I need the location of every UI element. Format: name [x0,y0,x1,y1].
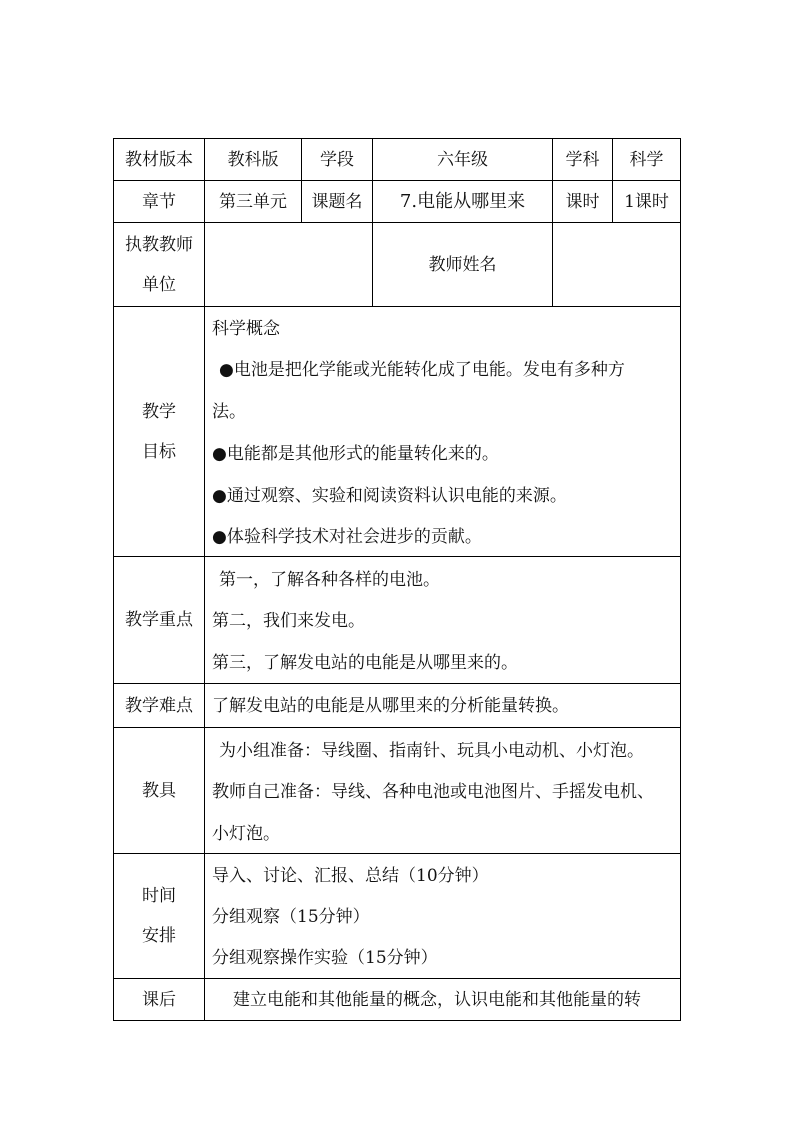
subject-label-cell [552,138,613,181]
stage-label-cell [301,138,373,181]
tools-line: 教师自己准备：导线、各种电池或电池图片、手摇发电机、 [212,782,654,802]
school-label-line2: 单位 [142,274,176,295]
grade-value: 六年级 [437,149,488,170]
topic-label-cell [301,180,373,223]
topic-value-cell [372,180,553,223]
after-class-content-cell [204,978,681,1021]
objective-item: ●体验科学技术对社会进步的贡献。 [212,527,482,547]
objectives-content-cell [204,306,681,557]
objective-item: ●通过观察、实验和阅读资料认识电能的来源。 [212,486,567,506]
after-class-label-cell [113,978,205,1021]
schedule-label-line1: 时间 [142,886,176,906]
after-class-label: 课后 [142,989,176,1010]
period-label-cell [552,180,613,223]
subject-value: 科学 [629,149,664,170]
edition-value-cell [204,138,302,181]
after-class-text: 建立电能和其他能量的概念，认识电能和其他能量的转 [233,990,641,1010]
subject-label: 学科 [565,149,600,170]
unit-value: 第三单元 [219,191,287,212]
key-points-label: 教学重点 [125,610,193,630]
edition-label-cell [113,138,205,181]
schedule-item: 分组观察（15分钟） [212,907,370,927]
objective-item: ●电能都是其他形式的能量转化来的。 [212,444,499,464]
difficulty-content-cell [204,683,681,728]
edition-label: 教材版本 [125,149,193,170]
chapter-label-cell [113,180,205,223]
schedule-label-line2: 安排 [142,926,176,946]
edition-value: 教科版 [227,149,279,170]
schedule-item: 分组观察操作实验（15分钟） [212,948,438,968]
topic-value: 7.电能从哪里来 [399,190,526,212]
teacher-label-cell [372,222,553,307]
tools-label: 教具 [142,780,176,801]
schedule-label-cell [113,853,205,979]
difficulty-label: 教学难点 [125,695,193,716]
grade-value-cell [372,138,553,181]
period-label: 课时 [565,191,600,212]
objectives-heading: 科学概念 [212,319,280,339]
tools-label-cell [113,727,205,854]
school-label-line1: 执教教师 [125,234,193,255]
difficulty-label-cell [113,683,205,728]
objective-item: 法。 [212,402,246,422]
objectives-label-line2: 目标 [142,441,176,462]
tools-line: 为小组准备：导线圈、指南针、玩具小电动机、小灯泡。 [219,741,644,761]
period-value-cell [612,180,681,223]
objectives-label-cell [113,306,205,557]
schedule-content-cell [204,853,681,979]
tools-line: 小灯泡。 [212,824,280,844]
key-points-content-cell [204,556,681,684]
topic-label: 课题名 [311,191,363,212]
key-point-item: 第一，了解各种各样的电池。 [219,570,440,590]
difficulty-text: 了解发电站的电能是从哪里来的分析能量转换。 [212,696,569,716]
key-point-item: 第三，了解发电站的电能是从哪里来的。 [212,653,518,673]
stage-label: 学段 [320,149,354,170]
objective-item: ●电池是把化学能或光能转化成了电能。发电有多种方 [219,360,625,380]
key-points-label-cell [113,556,205,684]
school-value-cell [204,222,373,307]
period-value: 1课时 [624,191,669,212]
key-point-item: 第二，我们来发电。 [212,611,365,631]
tools-content-cell [204,727,681,854]
teacher-label: 教师姓名 [428,254,497,275]
subject-value-cell [612,138,681,181]
chapter-label: 章节 [142,191,176,212]
unit-value-cell [204,180,302,223]
objectives-label-line1: 教学 [142,401,176,422]
schedule-item: 导入、讨论、汇报、总结（10分钟） [212,866,489,886]
teacher-value-cell [552,222,681,307]
school-label-cell [113,222,205,307]
